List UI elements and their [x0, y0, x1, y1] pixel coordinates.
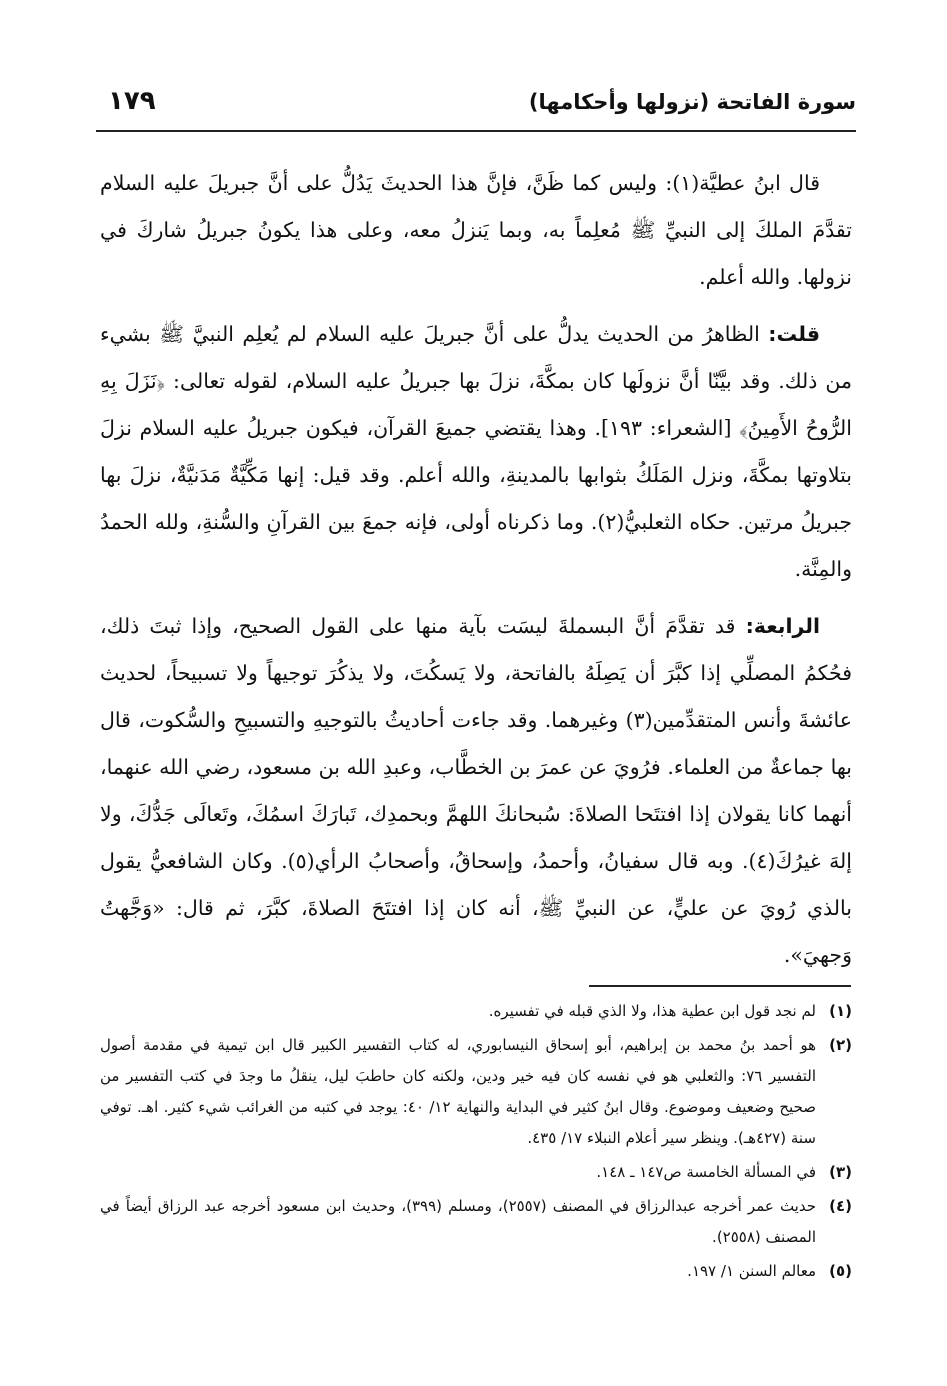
footnote-number: (٥) [829, 1262, 852, 1280]
footnote-text: هو أحمد بنُ محمد بن إبراهيم، أبو إسحاق النيسابوري، له كتاب التفسير الكبير قال ابن تيمية في مقدمة أصول التفسير ٧٦: والثعلبي هو في نفسه كان فيه خير ودين، ولكنه كان حاطبَ ليل، ينقلُ ما وجدَ في كتب التفسير من صحيح وضعيف وموضوع. وقال ابنُ كثير في البداية والنهاية ١٢/ ٤٠: يوجد في كتبه من الغرائب شيء كثير. اهـ. توفي سنة (٤٢٧هـ). وينظر سير أعلام النبلاء ١٧/ ٤٣٥. [100, 1036, 816, 1147]
footnote [100, 1256, 852, 1287]
running-title: سورة الفاتحة (نزولها وأحكامها) [528, 90, 856, 114]
paragraph-lead: الرابعة: [745, 614, 820, 638]
footnote-number: (١) [829, 1002, 852, 1020]
footnotes [100, 996, 852, 1290]
footnote [100, 996, 852, 1027]
page-number: ١٧٩ [108, 86, 156, 116]
footnote-text: لم نجد قول ابن عطية هذا، ولا الذي قبله في تفسيره. [488, 1002, 816, 1020]
footnote-text: حديث عمر أخرجه عبدالرزاق في المصنف (٢٥٥٧)، ومسلم (٣٩٩)، وحديث ابن مسعود أخرجه عبد الرزاق أيضاً في المصنف (٢٥٥٨). [100, 1197, 816, 1246]
footnote-text: معالم السنن ١/ ١٩٧. [687, 1262, 816, 1280]
paragraph-text: الظاهرُ من الحديث يدلُّ على أنَّ جبريلَ عليه السلام لم يُعلِم النبيَّ ﷺ بشيء من ذلك. وقد بيَّنّا أنَّ نزولَها كان بمكَّةَ، نزلَ بها جبريلُ عليه السلام، لقوله تعالى: ﴿نَزَلَ بِهِ الرُّوحُ الأَمِينُ﴾ [الشعراء: ١٩٣]. وهذا يقتضي جميعَ القرآن، فيكون جبريلُ عليه السلام نزلَ بتلاوتها بمكَّةَ، ونزل المَلَكُ بثوابها بالمدينةِ، والله أعلم. وقد قيل: إنها مَكِّيَّةٌ مَدَنيَّةٌ، نزلَ بها جبريلُ مرتين. حكاه الثعلبيُّ(٢). وما ذكرناه أولى، فإنه جمعَ بين القرآنِ والسُّنةِ، ولله الحمدُ والمِنَّة. [100, 322, 852, 581]
page-header [96, 86, 856, 132]
paragraph-lead: قلت: [768, 322, 820, 346]
paragraph [100, 160, 852, 301]
paragraph [100, 311, 852, 593]
footnote-number: (٤) [829, 1197, 852, 1215]
footnote-number: (٣) [829, 1163, 852, 1181]
paragraph-text: قد تقدَّمَ أنَّ البسملةَ ليسَت بآية منها على القول الصحيح، وإذا ثبتَ ذلك، فحُكمُ المصلِّي إذا كبَّرَ أن يَصِلَهُ بالفاتحة، ولا يَسكُتَ، ولا يذكُرَ توجيهاً ولا تسبيحاً، لحديث عائشةَ وأنس المتقدِّمين(٣) وغيرهما. وقد جاءت أحاديثُ بالتوجيهِ والتسبيحِ والسُّكوت، قال بها جماعةٌ من العلماء. فرُويَ عن عمرَ بن الخطَّاب، وعبدِ الله بن مسعود، رضي الله عنهما، أنهما كانا يقولان إذا افتتَحا الصلاةَ: سُبحانكَ اللهمَّ وبحمدِك، تَبارَكَ اسمُكَ، وتَعالَى جَدُّكَ، ولا إلهَ غيرُكَ(٤). وبه قال سفيانُ، وأحمدُ، وإسحاقُ، وأصحابُ الرأي(٥). وكان الشافعيُّ يقول بالذي رُويَ عن عليٍّ، عن النبيِّ ﷺ، أنه كان إذا افتتَحَ الصلاةَ، كبَّرَ، ثم قال: «وَجَّهتُ وَجهيَ». [100, 614, 853, 967]
paragraph [100, 603, 852, 979]
footnote [100, 1157, 852, 1188]
footnote-separator [589, 985, 851, 987]
main-text [100, 160, 852, 989]
footnote-number: (٢) [829, 1036, 852, 1054]
footnote [100, 1030, 852, 1154]
footnote [100, 1191, 852, 1253]
paragraph-text: قال ابنُ عطيَّة(١): وليس كما ظَنَّ، فإنَّ هذا الحديثَ يَدُلُّ على أنَّ جبريلَ عليه السلام تقدَّمَ الملكَ إلى النبيِّ ﷺ مُعلِماً به، وبما يَنزلُ معه، وعلى هذا يكونُ جبريلُ شاركَ في نزولها. والله أعلم. [100, 171, 852, 289]
footnote-text: في المسألة الخامسة ص١٤٧ ـ ١٤٨. [596, 1163, 816, 1181]
